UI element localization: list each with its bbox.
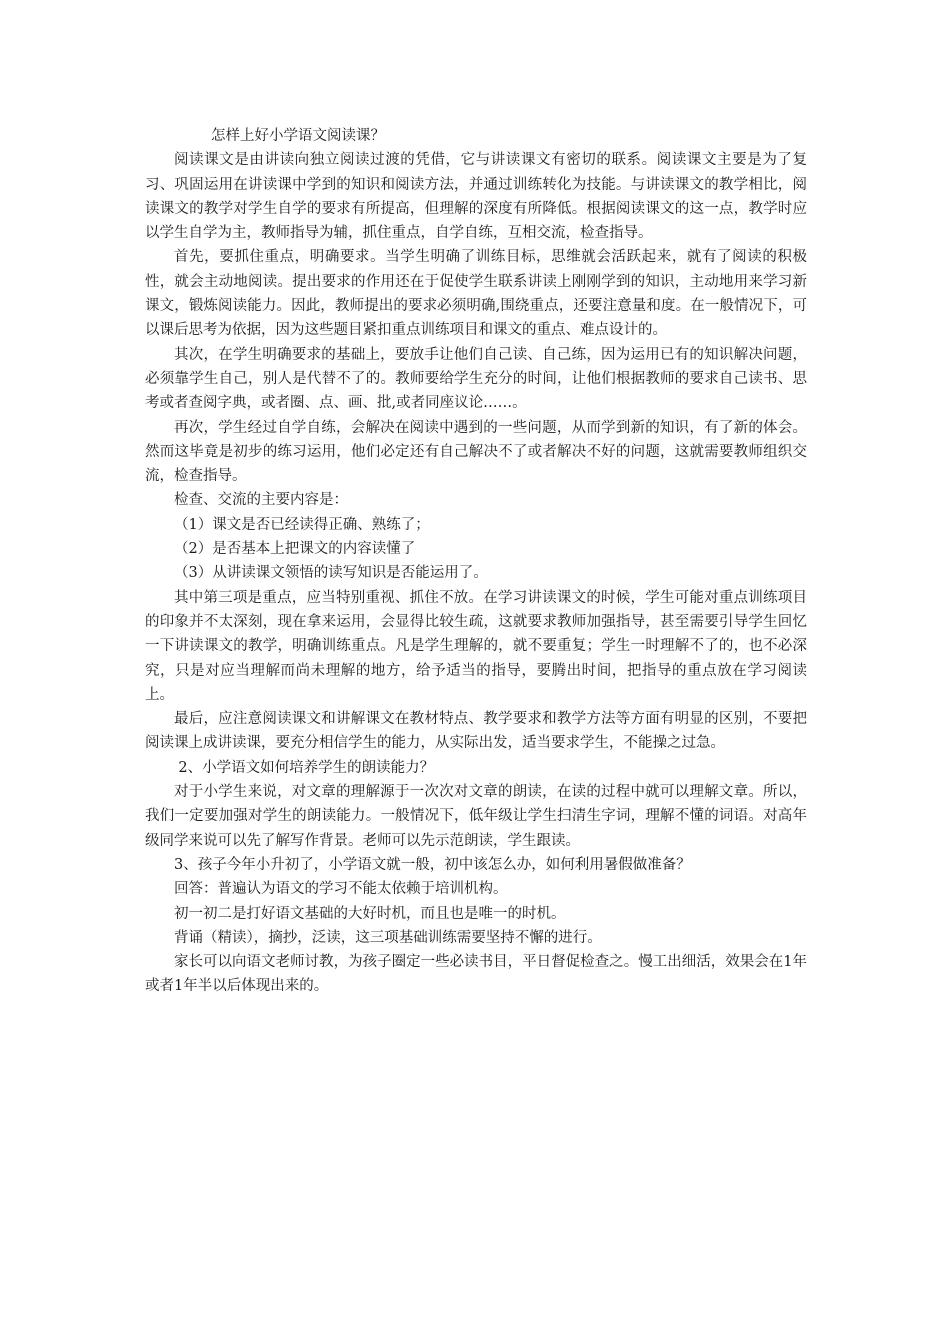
answer-line-4: 家长可以向语文老师讨教，为孩子圈定一些必读书目，平日督促检查之。慢工出细活，效果会在1年或者1年半以后体现出来的。 bbox=[145, 954, 807, 995]
list-item-1: （1）课文是否已经读得正确、熟练了； bbox=[174, 516, 430, 533]
paragraph-second: 其次，在学生明确要求的基础上，要放手让他们自己读、自己练，因为运用已有的知识解决问题，必须靠学生自己，别人是代替不了的。教师要给学生充分的时间，让他们根据教师的要求自己读书、思考或者查阅字典，或者圈、点、画、批,或者同座议论……。 bbox=[145, 346, 807, 412]
list-item-3: （3）从讲读课文领悟的读写知识是否能运用了。 bbox=[174, 565, 488, 582]
paragraph-reading-aloud: 对于小学生来说，对文章的理解源于一次次对文章的朗读，在读的过程中就可以理解文章。所以，我们一定要加强对学生的朗读能力。一般情况下，低年级让学生扫清生字词，理解不懂的词语。对高年级同学来说可以先了解写作背景。老师可以先示范朗读，学生跟读。 bbox=[145, 784, 807, 849]
paragraph-intro: 阅读课文是由讲读向独立阅读过渡的凭借，它与讲读课文有密切的联系。阅读课文主要是为了复习、巩固运用在讲读课中学到的知识和阅读方法，并通过训练转化为技能。与讲读课文的教学相比，阅读课文的教学对学生自学的要求有所提高，但理解的深度有所降低。根据阅读课文的这一点，教学时应以学生自学为主，教师指导为辅，抓住重点，自学自练，互相交流，检查指导。 bbox=[145, 152, 807, 242]
paragraph-check-intro: 检查、交流的主要内容是： bbox=[174, 492, 348, 509]
list-item-2: （2）是否基本上把课文的内容读懂了 bbox=[174, 541, 416, 558]
paragraph-emphasis: 其中第三项是重点，应当特别重视、抓住不放。在学习讲读课文的时候，学生可能对重点训练项目的印象并不太深刻，现在拿来运用，会显得比较生疏，这就要求教师加强指导，甚至需要引导学生回忆一下讲读课文的教学，明确训练重点。凡是学生理解的，就不要重复；学生一时理解不了的，也不必深究，只是对应当理解而尚未理解的地方，给予适当的指导，要腾出时间，把指导的重点放在学习阅读上。 bbox=[145, 589, 807, 703]
document-body bbox=[145, 124, 807, 999]
question-heading-2: 2、小学语文如何培养学生的朗读能力？ bbox=[178, 759, 435, 776]
question-heading-3: 3、孩子今年小升初了，小学语文就一般，初中该怎么办，如何利用暑假做准备？ bbox=[174, 856, 691, 873]
answer-line-2: 初一初二是打好语文基础的大好时机，而且也是唯一的时机。 bbox=[174, 905, 566, 922]
answer-line-3: 背诵（精读），摘抄，泛读，这三项基础训练需要坚持不懈的进行。 bbox=[174, 929, 602, 946]
paragraph-first: 首先，要抓住重点，明确要求。当学生明确了训练目标，思维就会活跃起来，就有了阅读的积极性，就会主动地阅读。提出要求的作用还在于促使学生联系讲读上刚刚学到的知识，主动地用来学习新课文，锻炼阅读能力。因此，教师提出的要求必须明确,围绕重点，还要注意量和度。在一般情况下，可以课后思考为依据，因为这些题目紧扣重点训练项目和课文的重点、难点设计的。 bbox=[145, 249, 807, 339]
document-title: 怎样上好小学语文阅读课？ bbox=[211, 128, 385, 144]
paragraph-last: 最后，应注意阅读课文和讲解课文在教材特点、教学要求和教学方法等方面有明显的区别，不要把阅读课上成讲读课，要充分相信学生的能力，从实际出发，适当要求学生，不能操之过急。 bbox=[145, 711, 807, 752]
paragraph-third: 再次，学生经过自学自练，会解决在阅读中遇到的一些问题，从而学到新的知识，有了新的体会。然而这毕竟是初步的练习运用，他们必定还有自己解决不了或者解决不好的问题，这就需要教师组织交流，检查指导。 bbox=[145, 419, 807, 485]
answer-line-1: 回答：普遍认为语文的学习不能太依赖于培训机构。 bbox=[174, 881, 508, 898]
